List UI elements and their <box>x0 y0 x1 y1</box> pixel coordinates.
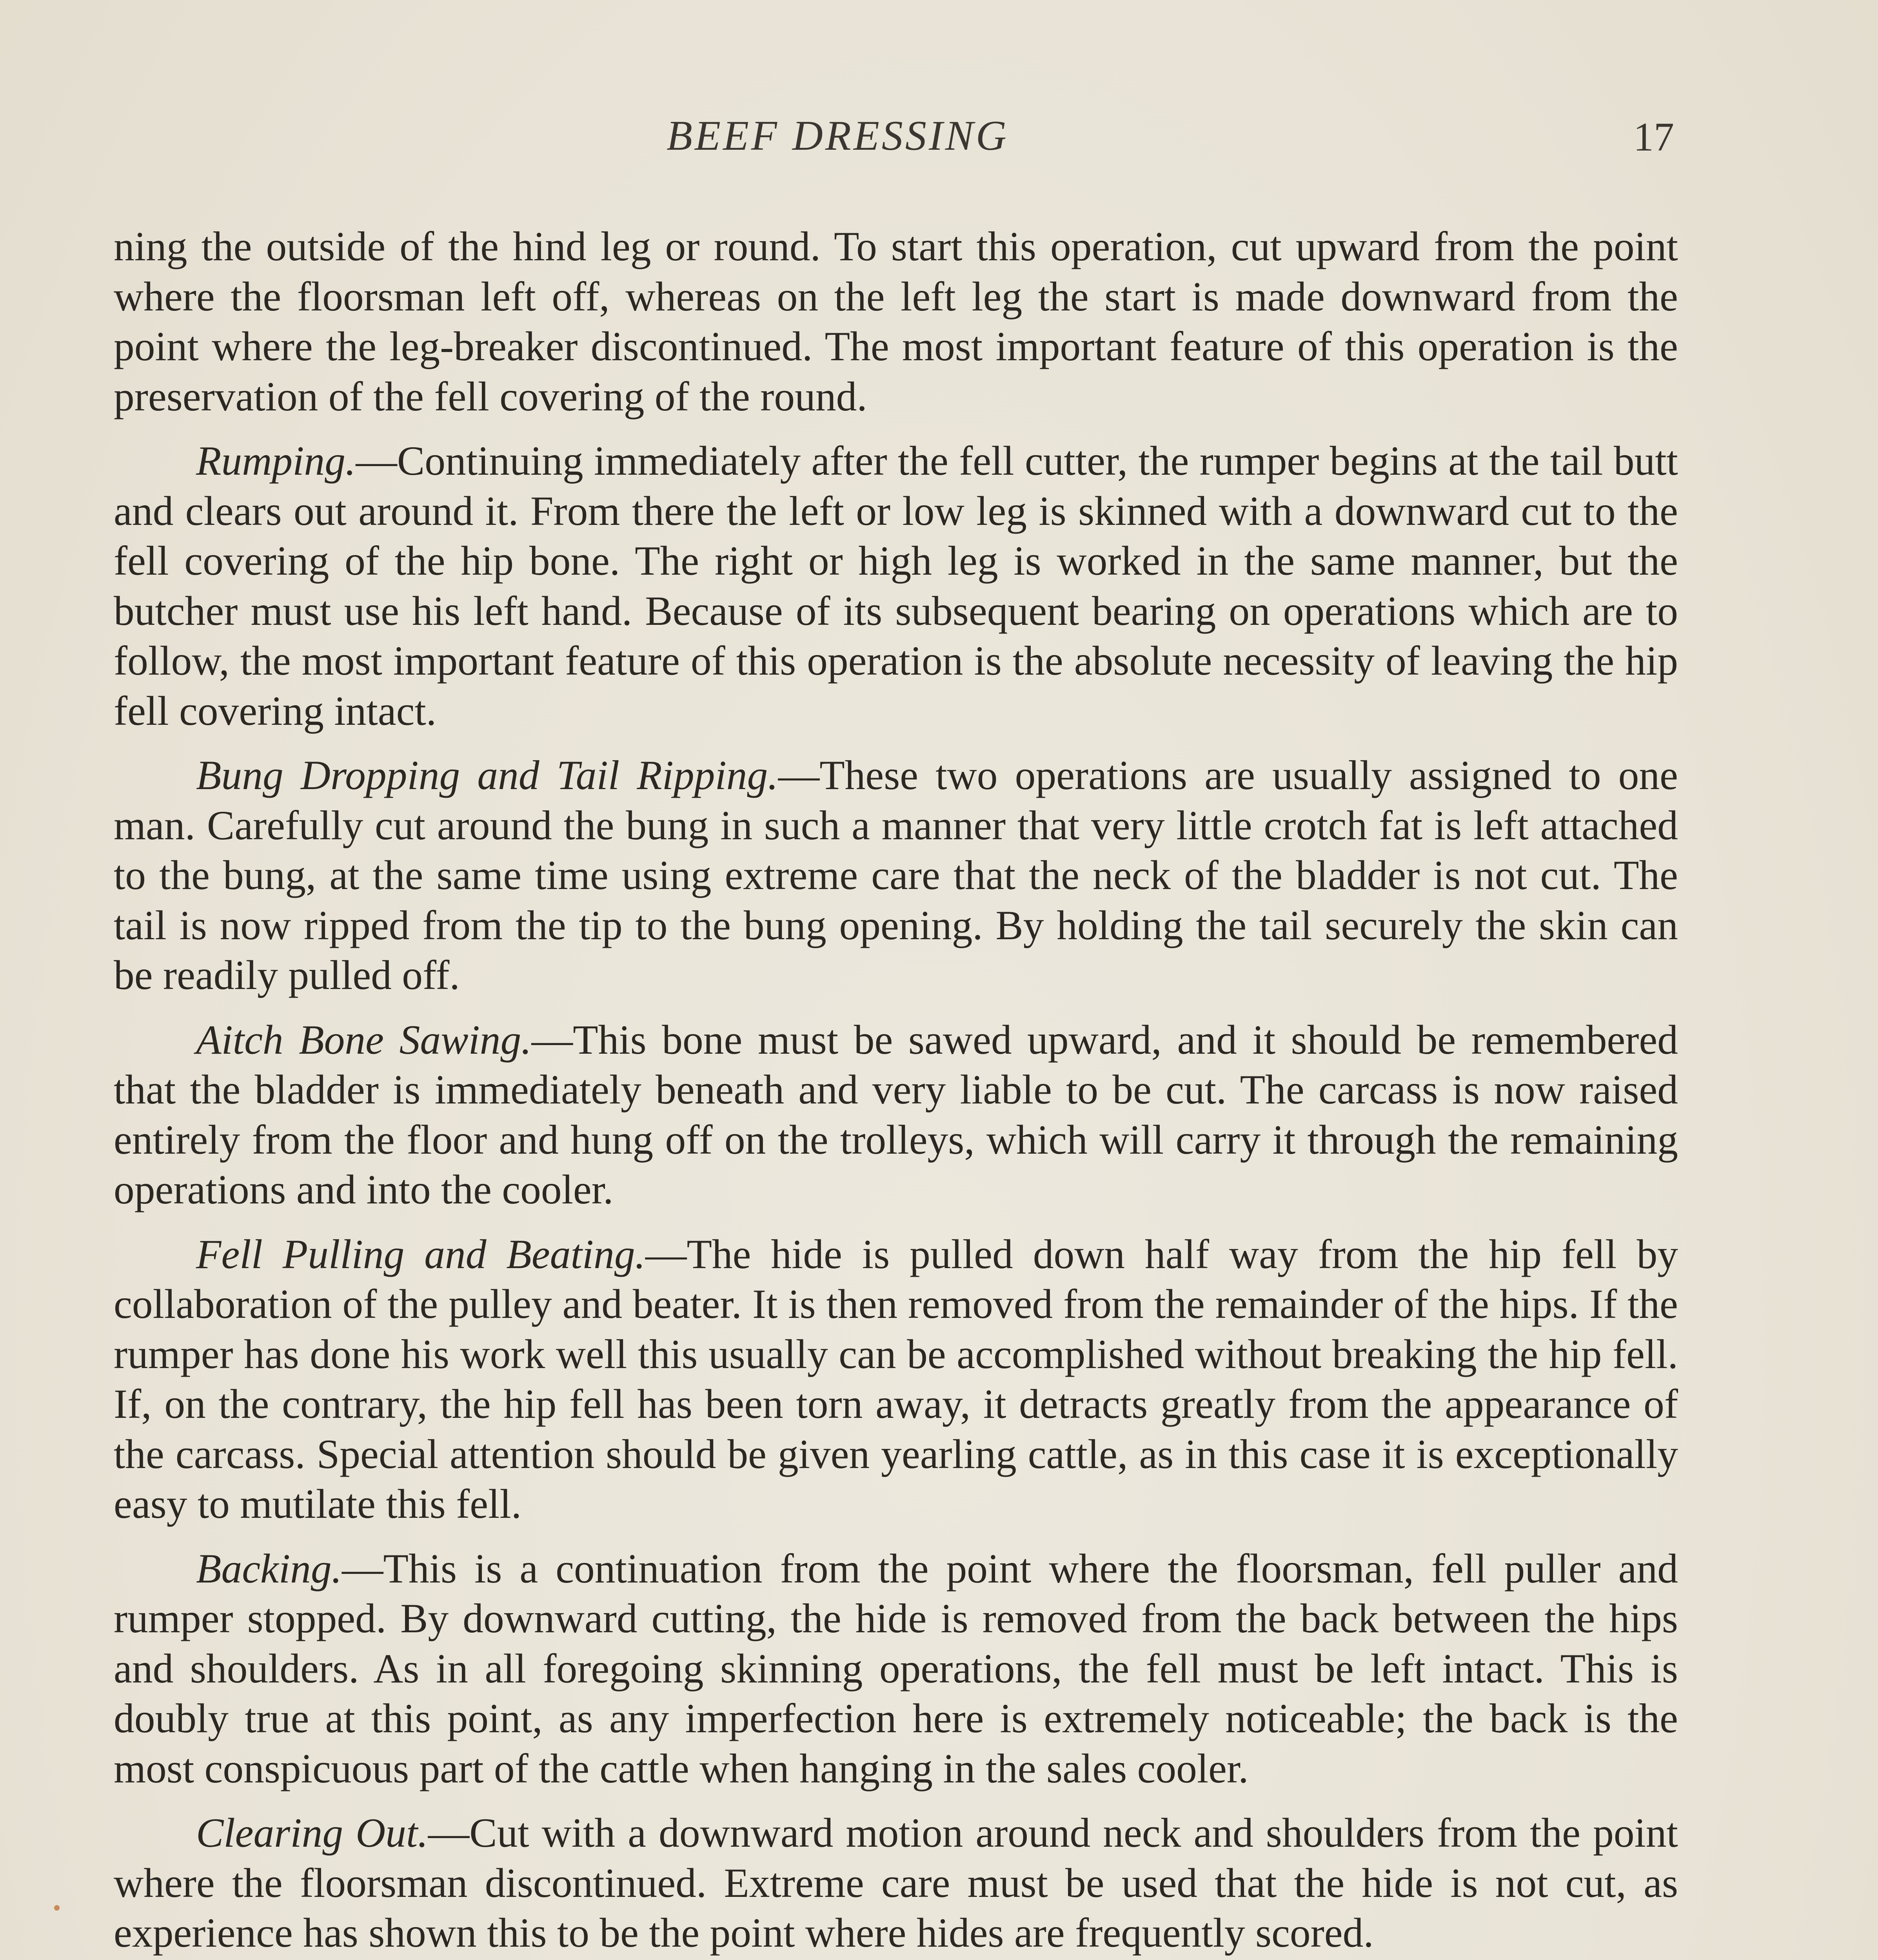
paragraph-text: —These two operations are usually assigned to one man. Carefully cut around the bung in such a manner that very little crotch fat is left attached to the bung, at the same time using extreme care that the neck of the bladder is not cut. The tail is now ripped from the tip to the bung opening. By holding the tail securely the skin can be readily pulled off. <box>114 752 1678 998</box>
section-heading: Bung Dropping and Tail Ripping. <box>196 752 778 798</box>
paragraph-bung-dropping <box>114 750 1678 1000</box>
paragraph-continuation <box>114 221 1678 421</box>
section-heading: Aitch Bone Sawing. <box>196 1016 532 1063</box>
paragraph-text: —Continuing immediately after the fell cutter, the rumper begins at the tail butt and clears out around it. From there the left or low leg is skinned with a downward cut to the fell covering of the hip bone. The right or high leg is worked in the same manner, but the butcher must use his left hand. Because of its subsequent bearing on operations which are to follow, the most important feature of this operation is the absolute necessity of leaving the hip fell covering intact. <box>114 438 1678 734</box>
paragraph-aitch-bone-sawing <box>114 1015 1678 1215</box>
paragraph-text: —This bone must be sawed upward, and it should be remembered that the bladder is immediately beneath and very liable to be cut. The carcass is now raised entirely from the floor and hung off on the trolleys, which will carry it through the remaining operations and into the cooler. <box>114 1016 1678 1212</box>
paragraph-fell-pulling <box>114 1229 1678 1529</box>
paragraph-text: —This is a continuation from the point where the floorsman, fell puller and rumper stopped. By downward cutting, the hide is removed from the back between the hips and shoulders. As in all foregoing skinning operations, the fell must be left intact. This is doubly true at this point, as any imperfection here is extremely noticeable; the back is the most conspicuous part of the cattle when hanging in the sales cooler. <box>114 1545 1678 1791</box>
paragraph-text: —The hide is pulled down half way from the hip fell by collaboration of the pulley and beater. It is then removed from the remainder of the hips. If the rumper has done his work well this usually can be accomplished without breaking the hip fell. If, on the contrary, the hip fell has been torn away, it detracts greatly from the appearance of the carcass. Special attention should be given yearling cattle, as in this case it is exceptionally easy to mutilate this fell. <box>114 1231 1678 1527</box>
ink-speck <box>54 1905 60 1911</box>
paragraph-text: ning the outside of the hind leg or round. To start this operation, cut upward from the point where the floorsman left off, whereas on the left leg the start is made downward from the point where the leg-breaker discontinued. The most important feature of this operation is the preservation of the fell covering of the round. <box>114 223 1678 419</box>
section-heading: Backing. <box>196 1545 342 1592</box>
section-heading: Clearing Out. <box>196 1810 428 1856</box>
paragraph-backing <box>114 1544 1678 1794</box>
paragraph-text: —Cut with a downward motion around neck and shoulders from the point where the floorsman discontinued. Extreme care must be used that the hide is not cut, as experience has shown this to be the point where hides are frequently scored. <box>114 1810 1678 1956</box>
running-title: BEEF DRESSING <box>667 113 1009 159</box>
body-text <box>114 221 1678 1960</box>
paragraph-clearing-out <box>114 1808 1678 1958</box>
section-heading: Fell Pulling and Beating. <box>196 1231 645 1277</box>
paragraph-rumping <box>114 436 1678 736</box>
section-heading: Rumping. <box>196 438 356 484</box>
page-number: 17 <box>1633 114 1674 160</box>
